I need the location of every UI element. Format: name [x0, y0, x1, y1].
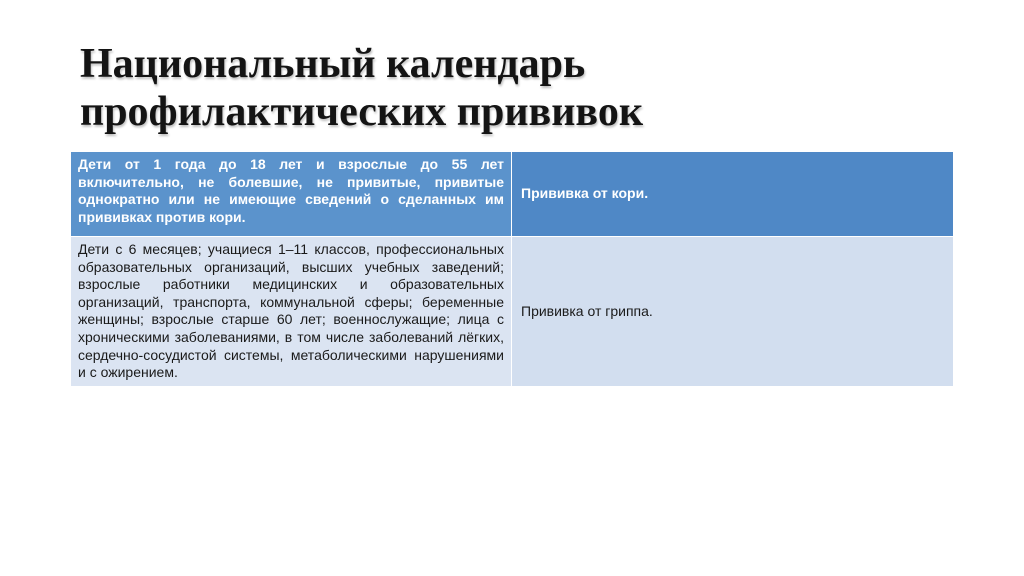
measles-target-group-cell: Дети от 1 года до 18 лет и взрослые до 55 лет включительно, не болевшие, не привитые, привитые однократно или не имеющие сведений о сделанных им прививках против кори. — [71, 152, 512, 237]
slide-title — [80, 40, 960, 136]
flu-vaccine-cell: Прививка от гриппа. — [512, 237, 954, 387]
flu-target-group-cell: Дети с 6 месяцев; учащиеся 1–11 классов, профессиональных образовательных организаций, высших учебных заведений; взрослые работники медицинских и образовательных организаций, транспорта, коммунальной сферы; беременные женщины; взрослые старше 60 лет; военнослужащие; лица с хроническими заболеваниями, в том числе заболеваний лёгких, сердечно-сосудистой системы, метаболическими нарушениями и с ожирением. — [71, 237, 512, 387]
slide-title-line-2: профилактических прививок — [80, 89, 644, 135]
slide-title-line-1: Национальный календарь — [80, 41, 586, 87]
vaccination-table — [70, 151, 954, 387]
table-row — [71, 152, 954, 237]
measles-vaccine-cell: Прививка от кори. — [512, 152, 954, 237]
table-row — [71, 237, 954, 387]
